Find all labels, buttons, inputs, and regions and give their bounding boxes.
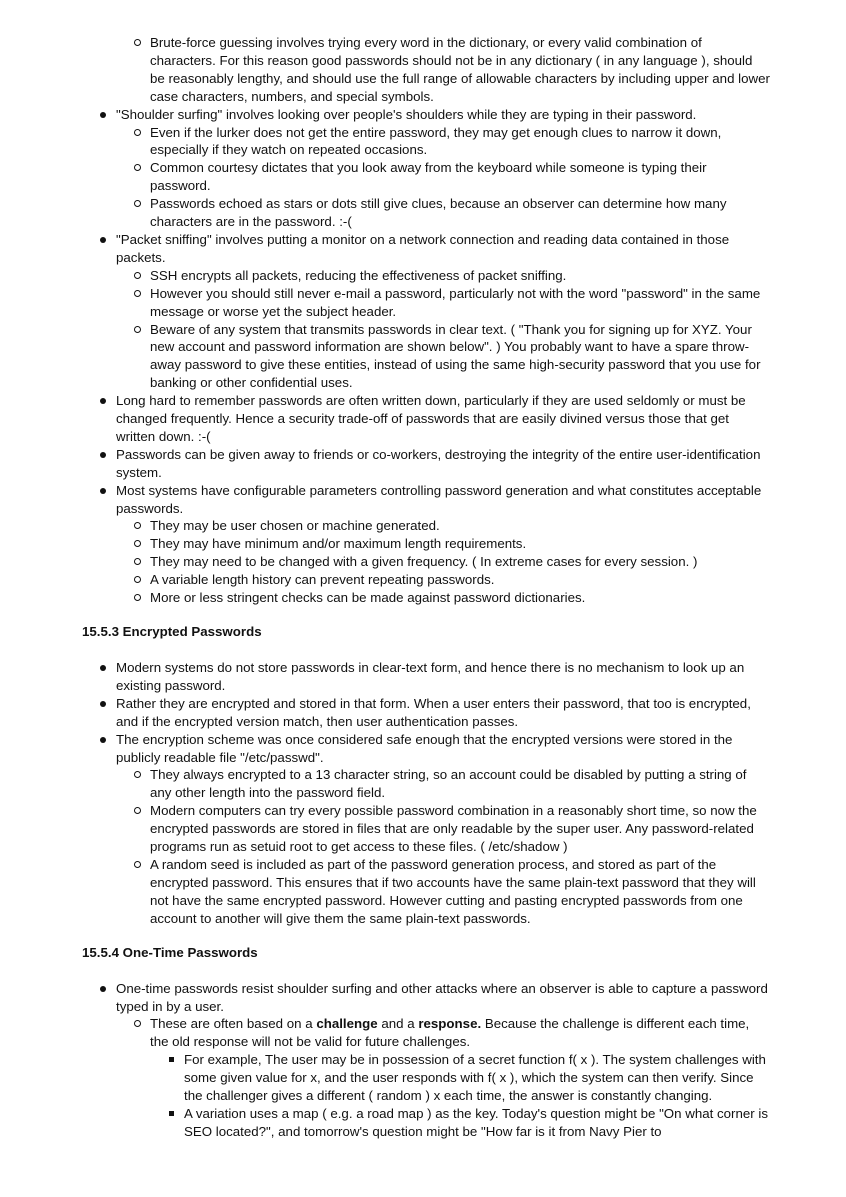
- list-item-packet-sniffing: [0, 231, 846, 392]
- section-heading-encrypted-passwords: 15.5.3 Encrypted Passwords: [82, 624, 262, 639]
- sublist: [116, 124, 770, 231]
- list-item-text: Most systems have configurable parameters controlling password generation and what constitutes acceptable passwords.: [116, 482, 762, 516]
- list-item-configurable: [0, 482, 846, 607]
- list-item: Beware of any system that transmits passwords in clear text. ( "Thank you for signing up for XYZ. Your new account and password information are shown below". ) You probably want to have a spare throw-away password to give these entities, instead of using the same high-security password that you use for banking or other confidential uses.: [116, 321, 770, 393]
- continued-sublist: [0, 34, 846, 106]
- password-vulnerabilities-list: [0, 106, 846, 607]
- sublist: [116, 766, 770, 927]
- list-item-text: "Shoulder surfing" involves looking over people's shoulders while they are typing in their password.: [116, 106, 697, 122]
- bold-term-response: response.: [418, 1016, 482, 1032]
- list-item-encryption-scheme: [0, 731, 846, 928]
- list-item-text: The encryption scheme was once considered safe enough that the encrypted versions were stored in the publicly readable file "/etc/passwd".: [116, 731, 733, 765]
- list-item: SSH encrypts all packets, reducing the effectiveness of packet sniffing.: [116, 267, 770, 285]
- text-fragment: Because the challenge is different each time, the old response will not be valid for future challenges.: [150, 1016, 750, 1050]
- list-item-written-down: Long hard to remember passwords are often written down, particularly if they are used seldomly or must be changed frequently. Hence a security trade-off of passwords that are easily divined versus those that get written down. :-(: [0, 392, 846, 446]
- sublist: [116, 1015, 770, 1140]
- list-item: Passwords echoed as stars or dots still give clues, because an observer can determine how many characters are in the password. :-(: [116, 195, 770, 231]
- list-item-text: "Packet sniffing" involves putting a monitor on a network connection and reading data contained in those packets.: [116, 231, 730, 265]
- list-item: A random seed is included as part of the password generation process, and stored as part of the encrypted password. This ensures that if two accounts have the same plain-text password that they will not have the same encrypted password. However cutting and pasting encrypted passwords from one account to another will give them the same plain-text passwords.: [116, 856, 770, 928]
- encrypted-passwords-list: [0, 659, 846, 928]
- one-time-passwords-list: [0, 980, 846, 1141]
- list-item: They may have minimum and/or maximum length requirements.: [116, 535, 770, 553]
- sublist: [116, 267, 770, 392]
- list-item: Modern systems do not store passwords in clear-text form, and hence there is no mechanism to look up an existing password.: [0, 659, 846, 695]
- sub-sublist: [150, 1051, 770, 1141]
- list-item: They always encrypted to a 13 character string, so an account could be disabled by putting a string of any other length into the password field.: [116, 766, 770, 802]
- list-item: They may be user chosen or machine generated.: [116, 517, 770, 535]
- list-item: For example, The user may be in possession of a secret function f( x ). The system challenges with some given value for x, and the user responds with f( x ), which the system can then verify. Since the challenger gives a different ( random ) x each time, the answer is constantly changing.: [150, 1051, 770, 1105]
- list-item: Brute-force guessing involves trying every word in the dictionary, or every valid combination of characters. For this reason good passwords should not be in any dictionary ( in any language ), should be reasonably lengthy, and should use the full range of allowable characters by including upper and lower case characters, numbers, and special symbols.: [0, 34, 846, 106]
- list-item: Even if the lurker does not get the entire password, they may get enough clues to narrow it down, especially if they watch on repeated occasions.: [116, 124, 770, 160]
- list-item-text: One-time passwords resist shoulder surfing and other attacks where an observer is able to capture a password typed in by a user.: [116, 980, 768, 1014]
- bold-term-challenge: challenge: [316, 1016, 378, 1032]
- section-heading-one-time-passwords: 15.5.4 One-Time Passwords: [82, 944, 258, 960]
- document-page: [0, 34, 846, 1141]
- text-fragment: These are often based on a: [150, 1016, 317, 1032]
- list-item-one-time: [0, 980, 846, 1141]
- sublist: [116, 517, 770, 607]
- list-item: They may need to be changed with a given frequency. ( In extreme cases for every session. ): [116, 553, 770, 571]
- list-item: More or less stringent checks can be made against password dictionaries.: [116, 589, 770, 607]
- list-item: However you should still never e-mail a password, particularly not with the word "password" in the same message or worse yet the subject header.: [116, 285, 770, 321]
- list-item-shoulder-surfing: [0, 106, 846, 231]
- list-item: A variable length history can prevent repeating passwords.: [116, 571, 770, 589]
- list-item-challenge-response: [116, 1015, 770, 1140]
- list-item: Modern computers can try every possible password combination in a reasonably short time, so now the encrypted passwords are stored in files that are only readable by the super user. Any password-related programs run as setuid root to get access to these files. ( /etc/shadow ): [116, 802, 770, 856]
- list-item: Common courtesy dictates that you look away from the keyboard while someone is typing their password.: [116, 159, 770, 195]
- text-fragment: and a: [377, 1016, 419, 1032]
- list-item-given-away: Passwords can be given away to friends or co-workers, destroying the integrity of the entire user-identification system.: [0, 446, 846, 482]
- list-item: A variation uses a map ( e.g. a road map ) as the key. Today's question might be "On what corner is SEO located?", and tomorrow's question might be "How far is it from Navy Pier to: [150, 1105, 770, 1141]
- list-item: Rather they are encrypted and stored in that form. When a user enters their password, that too is encrypted, and if the encrypted version match, then user authentication passes.: [0, 695, 846, 731]
